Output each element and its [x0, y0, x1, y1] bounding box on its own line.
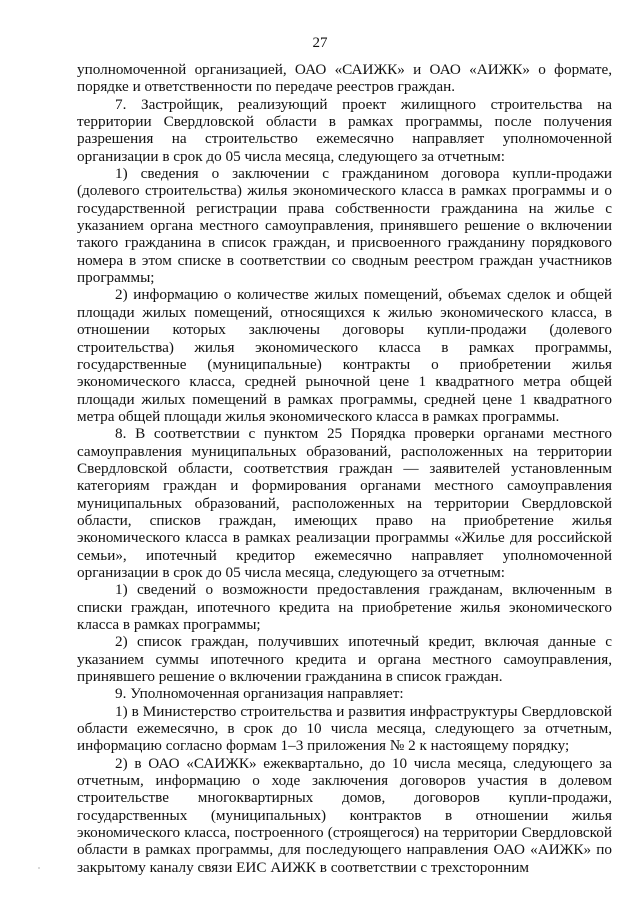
paragraph-9: 1) в Министерство строительства и развития инфраструктуры Свердловской области ежемесячно, в срок до 10 числа месяца, следующего за отчетным, информацию согласно формам 1–3 приложения № 2 к настоящему порядку; [77, 702, 612, 755]
paragraph-10: 2) в ОАО «САИЖК» ежеквартально, до 10 числа месяца, следующего за отчетным, информацию о ходе заключения договоров участия в долевом строительстве многоквартирных домов, договоров купли-продажи, государственных (муниципальных) контрактов в отношении жилья экономического класса, построенного (строящегося) на территории Свердловской области в рамках программы, для последующего направления ОАО «АИЖК» по закрытому каналу связи ЕИС АИЖК в соответствии с трехсторонним [77, 754, 612, 876]
paragraph-6: 1) сведений о возможности предоставления гражданам, включенным в списки граждан, ипотечного кредита на приобретение жилья экономического класса в рамках программы; [77, 581, 612, 633]
paragraph-3: 1) сведения о заключении с гражданином договора купли-продажи (долевого строительства) жилья экономического класса в рамках программы и о государственной регистрации права собственности гражданина на жилье с указанием органа местного самоуправления, принявшего решение о включении такого гражданина в список граждан, и присвоенного гражданину порядкового номера в этом списке в соответствии со сводным реестром граждан участников программы; [77, 165, 612, 287]
paragraph-8: 9. Уполномоченная организация направляет: [115, 685, 404, 703]
paragraph-2: 7. Застройщик, реализующий проект жилищного строительства на территории Свердловской области в рамках программы, после получения разрешения на строительство ежемесячно направляет уполномоченной организации в срок до 05 числа месяца, следующего за отчетным: [77, 95, 612, 165]
page-number: 27 [312, 35, 328, 51]
paragraph-7: 2) список граждан, получивших ипотечный кредит, включая данные с указанием суммы ипотечного кредита и органа местного самоуправления, принявшего решение о включении гражданина в список граждан. [77, 633, 612, 686]
paragraph-4: 2) информацию о количестве жилых помещений, объемах сделок и общей площади жилых помещений, относящихся к жилью экономического класса, в отношении которых заключены договоры купли-продажи (долевого строительства) жилья экономического класса в рамках программы, государственные (муниципальные) контракты о приобретении жилья экономического класса, средней рыночной цене 1 квадратного метра общей площади жилых помещений в рамках программы, средней цене 1 квадратного метра общей площади жилья экономического класса в рамках программы. [77, 286, 612, 425]
document-body [77, 61, 612, 876]
paragraph-1: уполномоченной организацией, ОАО «САИЖК» и ОАО «АИЖК» о формате, порядке и ответственности по передаче реестров граждан. [77, 61, 612, 96]
paragraph-5: 8. В соответствии с пунктом 25 Порядка проверки органами местного самоуправления муниципальных образований, расположенных на территории Свердловской области, соответствия граждан — заявителей установленным категориям граждан и формирования органами местного самоуправления муниципальных образований, расположенных на территории Свердловской области, списков граждан, имеющих право на приобретение жилья экономического класса в рамках реализации программы «Жилье для российской семьи», ипотечный кредитор ежемесячно направляет уполномоченной организации в срок до 05 числа месяца, следующего за отчетным: [77, 425, 612, 581]
scan-artifact [38, 867, 40, 869]
